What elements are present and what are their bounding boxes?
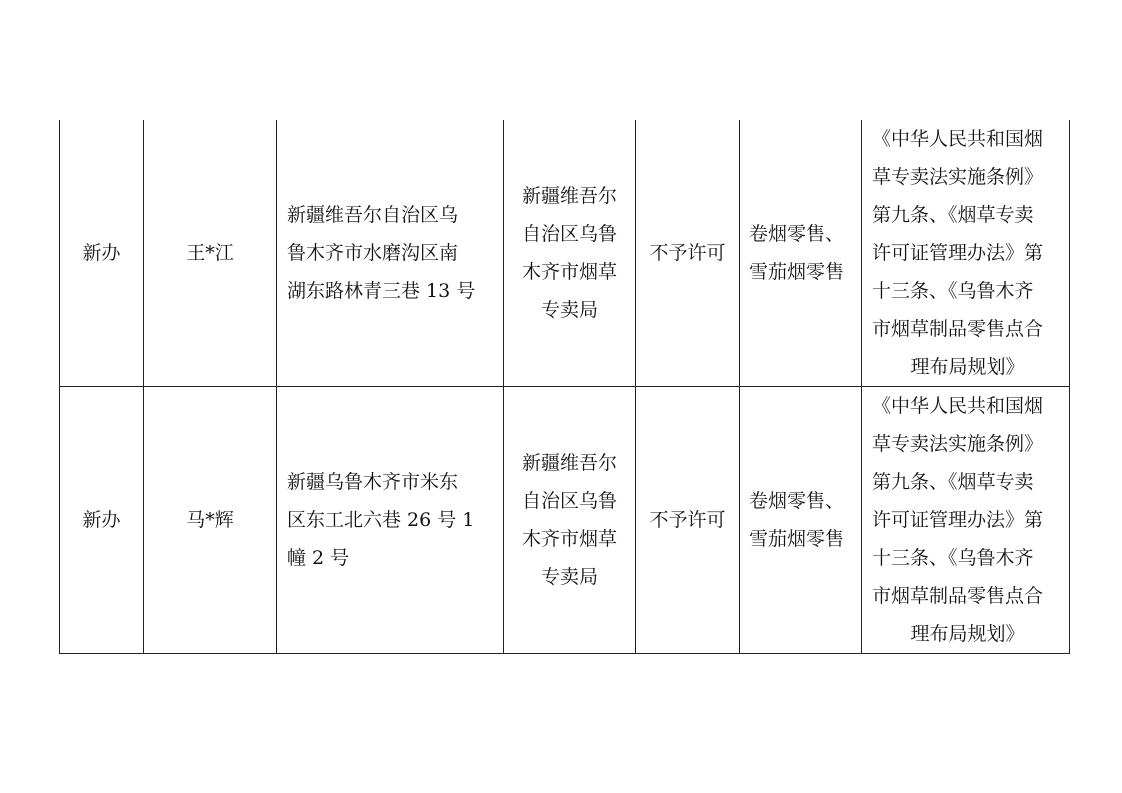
basis-line: 理布局规划》 <box>910 623 1025 645</box>
table-row <box>60 387 1070 654</box>
scope-cell <box>740 120 862 387</box>
scope-line: 雪茄烟零售 <box>749 261 845 283</box>
basis-cell <box>862 387 1070 654</box>
authority-line: 自治区乌鲁 <box>521 223 617 245</box>
table-row <box>60 120 1070 387</box>
address-cell <box>277 387 504 654</box>
basis-line: 理布局规划》 <box>910 356 1025 378</box>
scope-line: 卷烟零售、 <box>749 223 845 245</box>
authority-cell <box>504 120 636 387</box>
type-cell: 新办 <box>60 387 144 654</box>
address-line: 新疆维吾尔自治区乌 <box>287 204 459 226</box>
name-cell: 王*江 <box>144 120 277 387</box>
authority-line: 木齐市烟草 <box>521 528 617 550</box>
penalty-table <box>59 120 1070 654</box>
address-line: 湖东路林青三巷 13 号 <box>287 280 476 302</box>
address-line: 鲁木齐市水磨沟区南 <box>287 242 459 264</box>
decision-cell: 不予许可 <box>636 387 740 654</box>
authority-line: 专卖局 <box>540 566 598 588</box>
basis-line: 市烟草制品零售点合 <box>872 585 1044 607</box>
basis-line: 许可证管理办法》第 <box>872 509 1044 531</box>
scope-line: 雪茄烟零售 <box>749 528 845 550</box>
basis-cell <box>862 120 1070 387</box>
authority-line: 专卖局 <box>540 299 598 321</box>
basis-line: 市烟草制品零售点合 <box>872 318 1044 340</box>
authority-line: 新疆维吾尔 <box>521 452 617 474</box>
basis-line: 十三条、《乌鲁木齐 <box>872 547 1034 569</box>
address-line: 区东工北六巷 26 号 1 <box>287 509 475 531</box>
authority-line: 木齐市烟草 <box>521 261 617 283</box>
address-line: 幢 2 号 <box>287 547 350 569</box>
authority-line: 新疆维吾尔 <box>521 185 617 207</box>
basis-line: 草专卖法实施条例》 <box>872 433 1044 455</box>
name-cell: 马*辉 <box>144 387 277 654</box>
basis-line: 《中华人民共和国烟 <box>872 395 1044 417</box>
authority-line: 自治区乌鲁 <box>521 490 617 512</box>
basis-line: 草专卖法实施条例》 <box>872 166 1044 188</box>
decision-cell: 不予许可 <box>636 120 740 387</box>
basis-line: 第九条、《烟草专卖 <box>872 471 1034 493</box>
scope-line: 卷烟零售、 <box>749 490 845 512</box>
authority-cell <box>504 387 636 654</box>
address-line: 新疆乌鲁木齐市米东 <box>287 471 459 493</box>
type-cell: 新办 <box>60 120 144 387</box>
basis-line: 第九条、《烟草专卖 <box>872 204 1034 226</box>
basis-line: 许可证管理办法》第 <box>872 242 1044 264</box>
basis-line: 《中华人民共和国烟 <box>872 128 1044 150</box>
basis-line: 十三条、《乌鲁木齐 <box>872 280 1034 302</box>
address-cell <box>277 120 504 387</box>
scope-cell <box>740 387 862 654</box>
